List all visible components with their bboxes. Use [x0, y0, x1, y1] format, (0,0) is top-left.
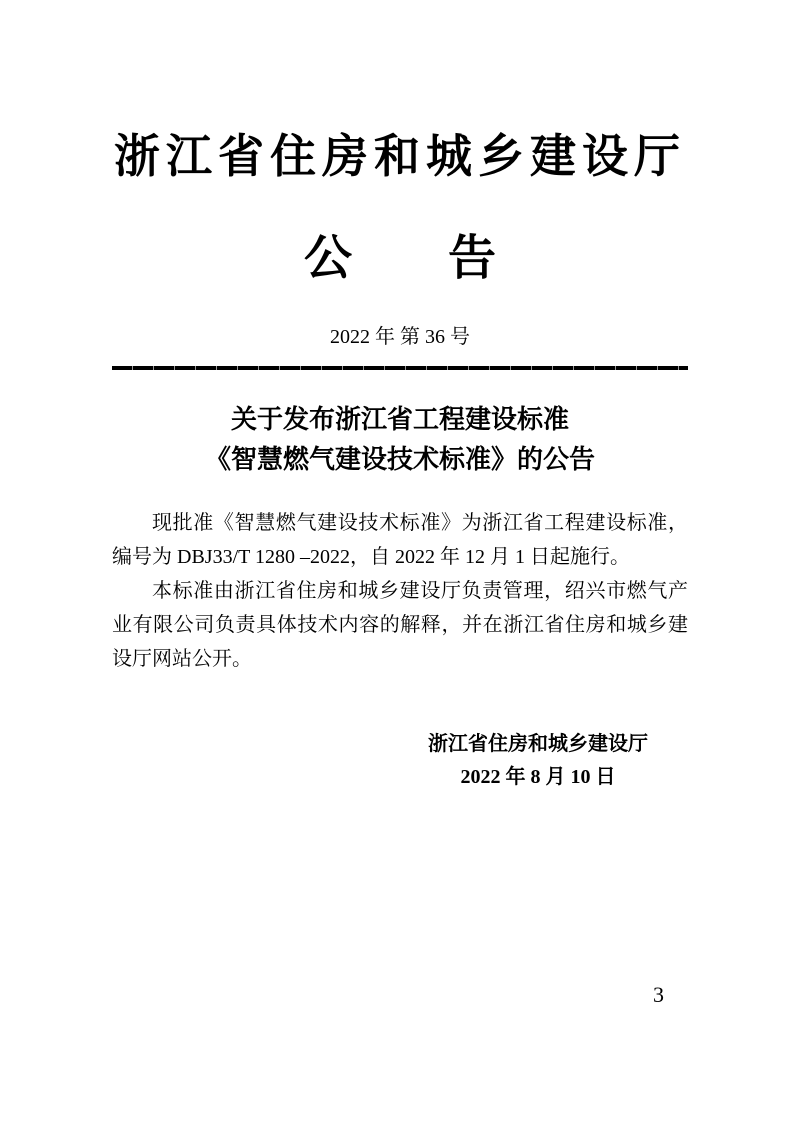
signature-block	[428, 728, 648, 794]
signature-issuer: 浙江省住房和城乡建设厅	[428, 733, 648, 756]
notice-paragraph: 现批准《智慧燃气建设技术标准》为浙江省工程建设标准，编号为 DBJ33/T 1280 –2022，自 2022 年 12 月 1 日起施行。	[112, 512, 688, 569]
notice-title-line1: 关于发布浙江省工程建设标准	[230, 405, 569, 435]
department-title: 浙江省住房和城乡建设厅	[114, 131, 686, 182]
notice-paragraph: 本标准由浙江省住房和城乡建设厅负责管理，绍兴市燃气产业有限公司负责具体技术内容的解释，并在浙江省住房和城乡建设厅网站公开。	[112, 580, 688, 671]
document-number: 2022 年 第 36 号	[330, 326, 470, 349]
notice-title	[0, 400, 800, 480]
notice-title-line2: 《智慧燃气建设技术标准》的公告	[204, 445, 595, 475]
announcement-title: 公 告	[303, 231, 496, 285]
signature-date: 2022 年 8 月 10 日	[460, 766, 616, 789]
page-number: 3	[653, 982, 664, 1007]
notice-body	[112, 506, 688, 676]
header-divider	[112, 366, 688, 370]
